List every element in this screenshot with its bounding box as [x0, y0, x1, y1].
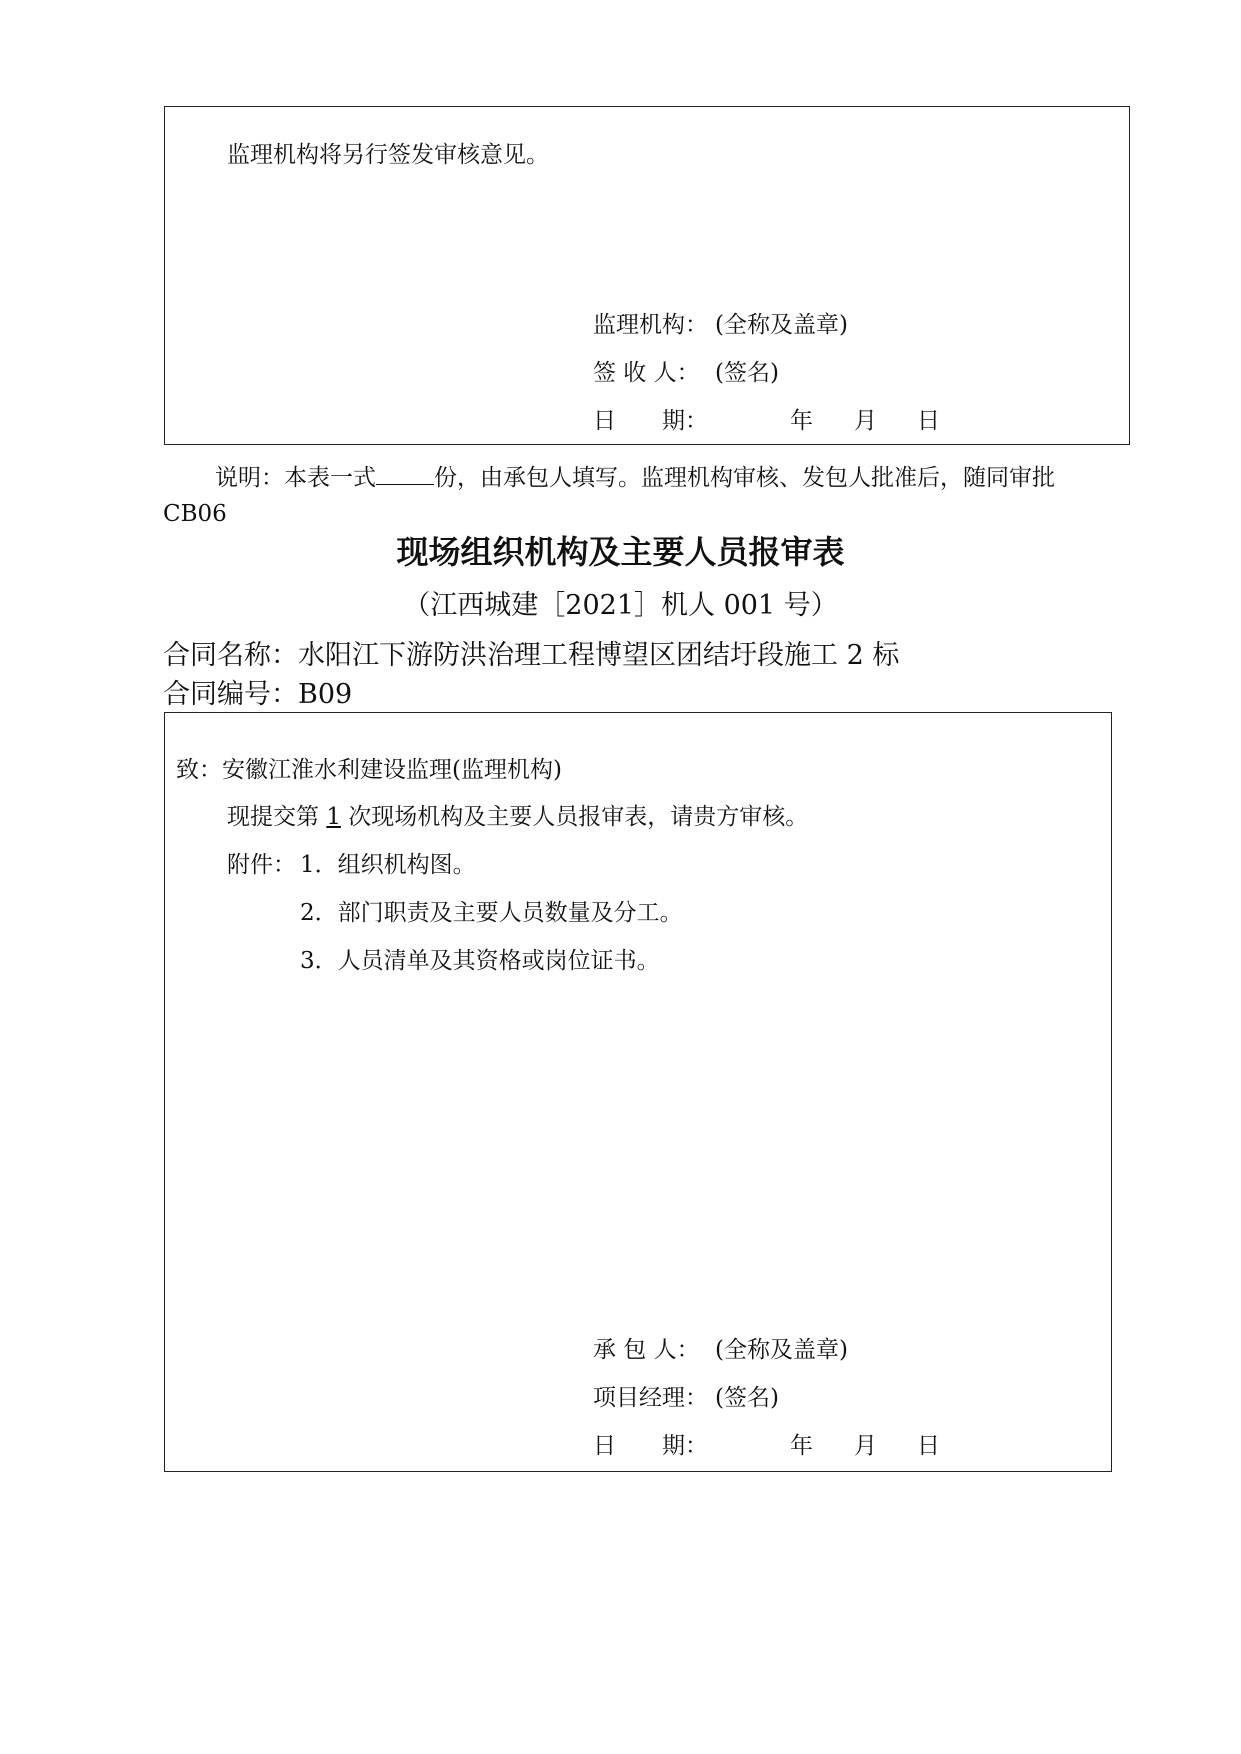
- form-title: 现场组织机构及主要人员报审表: [396, 533, 845, 571]
- main-date-year: 年: [790, 1433, 813, 1459]
- main-date-month: 月: [854, 1433, 877, 1459]
- main-date-day: 日: [917, 1433, 940, 1459]
- submit-row: [227, 803, 808, 831]
- copies-blank: [376, 464, 434, 485]
- contractor-label: 承 包 人：: [593, 1337, 700, 1363]
- contractor-hint: (全称及盖章): [715, 1337, 848, 1363]
- signer-label: 签 收 人：: [593, 360, 700, 386]
- submit-prefix: 现提交第: [227, 804, 327, 830]
- manager-hint: (签名): [715, 1385, 779, 1411]
- to-label: 致：: [176, 757, 222, 783]
- contract-no-label: 合同编号：: [163, 679, 298, 710]
- contract-no-value: B09: [298, 679, 353, 710]
- attachments-label: 附件：: [227, 852, 296, 878]
- note-suffix: 份，由承包人填写。监理机构审核、发包人批准后，随同审批: [434, 465, 1055, 491]
- note-prefix: 说明：本表一式: [215, 465, 376, 491]
- manager-label: 项目经理：: [593, 1385, 708, 1411]
- main-date-label: 日 期：: [593, 1433, 708, 1459]
- doc-number: （江西城建［2021］机人 001 号）: [403, 590, 838, 621]
- contract-name-value: 水阳江下游防洪治理工程博望区团结圩段施工 2 标: [298, 640, 900, 671]
- addressee-row: [176, 756, 562, 784]
- submit-suffix: 次现场机构及主要人员报审表，请贵方审核。: [340, 804, 809, 830]
- date-label: 日 期：: [593, 408, 708, 434]
- agency-hint: (全称及盖章): [715, 312, 848, 338]
- attachment-item: 2．部门职责及主要人员数量及分工。: [300, 900, 683, 926]
- attachment-item: 1．组织机构图。: [300, 852, 476, 878]
- contract-name-row: [163, 640, 899, 672]
- review-opinion-text: 监理机构将另行签发审核意见。: [227, 142, 549, 168]
- date-year: 年: [790, 408, 813, 434]
- date-day: 日: [917, 408, 940, 434]
- contract-name-label: 合同名称：: [163, 640, 298, 671]
- submit-count: 1: [326, 804, 341, 830]
- attachment-item: 3．人员清单及其资格或岗位证书。: [300, 948, 660, 974]
- date-month: 月: [854, 408, 877, 434]
- signer-hint: (签名): [715, 360, 779, 386]
- contract-no-row: [163, 679, 352, 711]
- to-suffix: (监理机构): [452, 757, 562, 783]
- agency-label: 监理机构：: [593, 312, 708, 338]
- to-org: 安徽江淮水利建设监理: [222, 757, 452, 783]
- form-note: [215, 464, 1055, 492]
- form-code: CB06: [163, 501, 227, 527]
